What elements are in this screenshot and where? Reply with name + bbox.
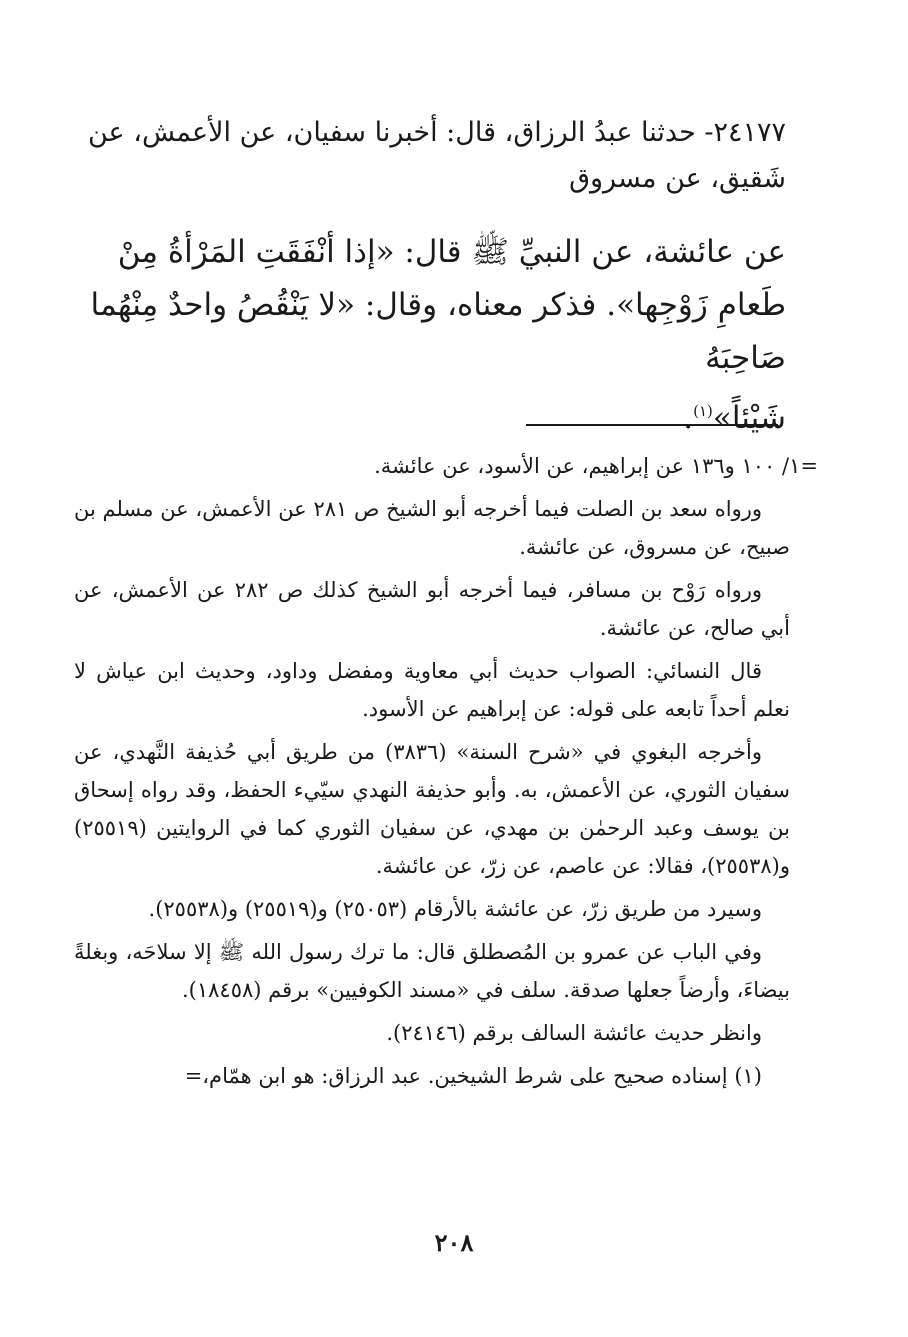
footnote-paragraph: ورواه رَوْح بن مسافر، فيما أخرجه أبو الشيخ كذلك ص ٢٨٢ عن الأعمش، عن أبي صالح، عن عائشة.	[74, 578, 790, 640]
page-number: ٢٠٨	[434, 1228, 474, 1257]
footnote-paragraph: وأخرجه البغوي في «شرح السنة» (٣٨٣٦) من طريق أبي حُذيفة النَّهدي، عن سفيان الثوري، عن الأعمش، به. وأبو حذيفة النهدي سيّيء الحفظ، وقد رواه إسحاق بن يوسف وعبد الرحمٰن بن مهدي، عن سفيان الثوري كما في الروايتين (٢٥٥١٩) و(٢٥٥٣٨)، فقالا: عن عاصم، عن زرّ، عن عائشة.	[74, 740, 790, 878]
footnotes	[74, 447, 818, 1100]
footnote-paragraph: ورواه سعد بن الصلت فيما أخرجه أبو الشيخ ص ٢٨١ عن الأعمش، عن مسلم بن صبيح، عن مسروق، عن عائشة.	[74, 497, 790, 559]
hadith-text: عن عائشة، عن النبيِّ ﷺ قال: «إذا أنْفَقَتِ المَرْأةُ مِنْ طَعامِ زَوْجِها». فذكر معناه، وقال: «لا يَنْقُصُ واحدٌ مِنْهُما صَاحِبَهُ	[90, 234, 786, 376]
footnote-paragraph: =١/ ١٠٠ و١٣٦ عن إبراهيم، عن الأسود، عن عائشة.	[374, 454, 818, 478]
footnote-marker: (١)	[693, 402, 713, 420]
footnote-paragraph: وانظر حديث عائشة السالف برقم (٢٤١٤٦).	[386, 1021, 762, 1045]
footnote-paragraph: قال النسائي: الصواب حديث أبي معاوية ومفضل وداود، وحديث ابن عياش لا نعلم أحداً تابعه على قوله: عن إبراهيم عن الأسود.	[74, 659, 790, 721]
footnote-paragraph: (١) إسناده صحيح على شرط الشيخين. عبد الرزاق: هو ابن همّام،=	[184, 1064, 762, 1088]
hadith-block	[78, 110, 786, 445]
hadith-text-end: شَيْئاً»$^{(١)}$.	[683, 400, 786, 436]
hadith-isnad: ٢٤١٧٧- حدثنا عبدُ الرزاق، قال: أخبرنا سفيان، عن الأعمش، عن شَقيق، عن مسروق	[88, 117, 786, 194]
footnote-paragraph: وسيرد من طريق زرّ، عن عائشة بالأرقام (٢٥٠٥٣) و(٢٥٥١٩) و(٢٥٥٣٨).	[148, 897, 762, 921]
footnote-separator	[526, 424, 778, 426]
hadith-text-last-word: شَيْئاً»	[712, 400, 786, 436]
footnote-paragraph: وفي الباب عن عمرو بن المُصطلق قال: ما ترك رسول الله ﷺ إلا سلاحَه، وبغلةً بيضاءَ، وأرضاً جعلها صدقة. سلف في «مسند الكوفيين» برقم (١٨٤٥٨).	[74, 940, 790, 1002]
